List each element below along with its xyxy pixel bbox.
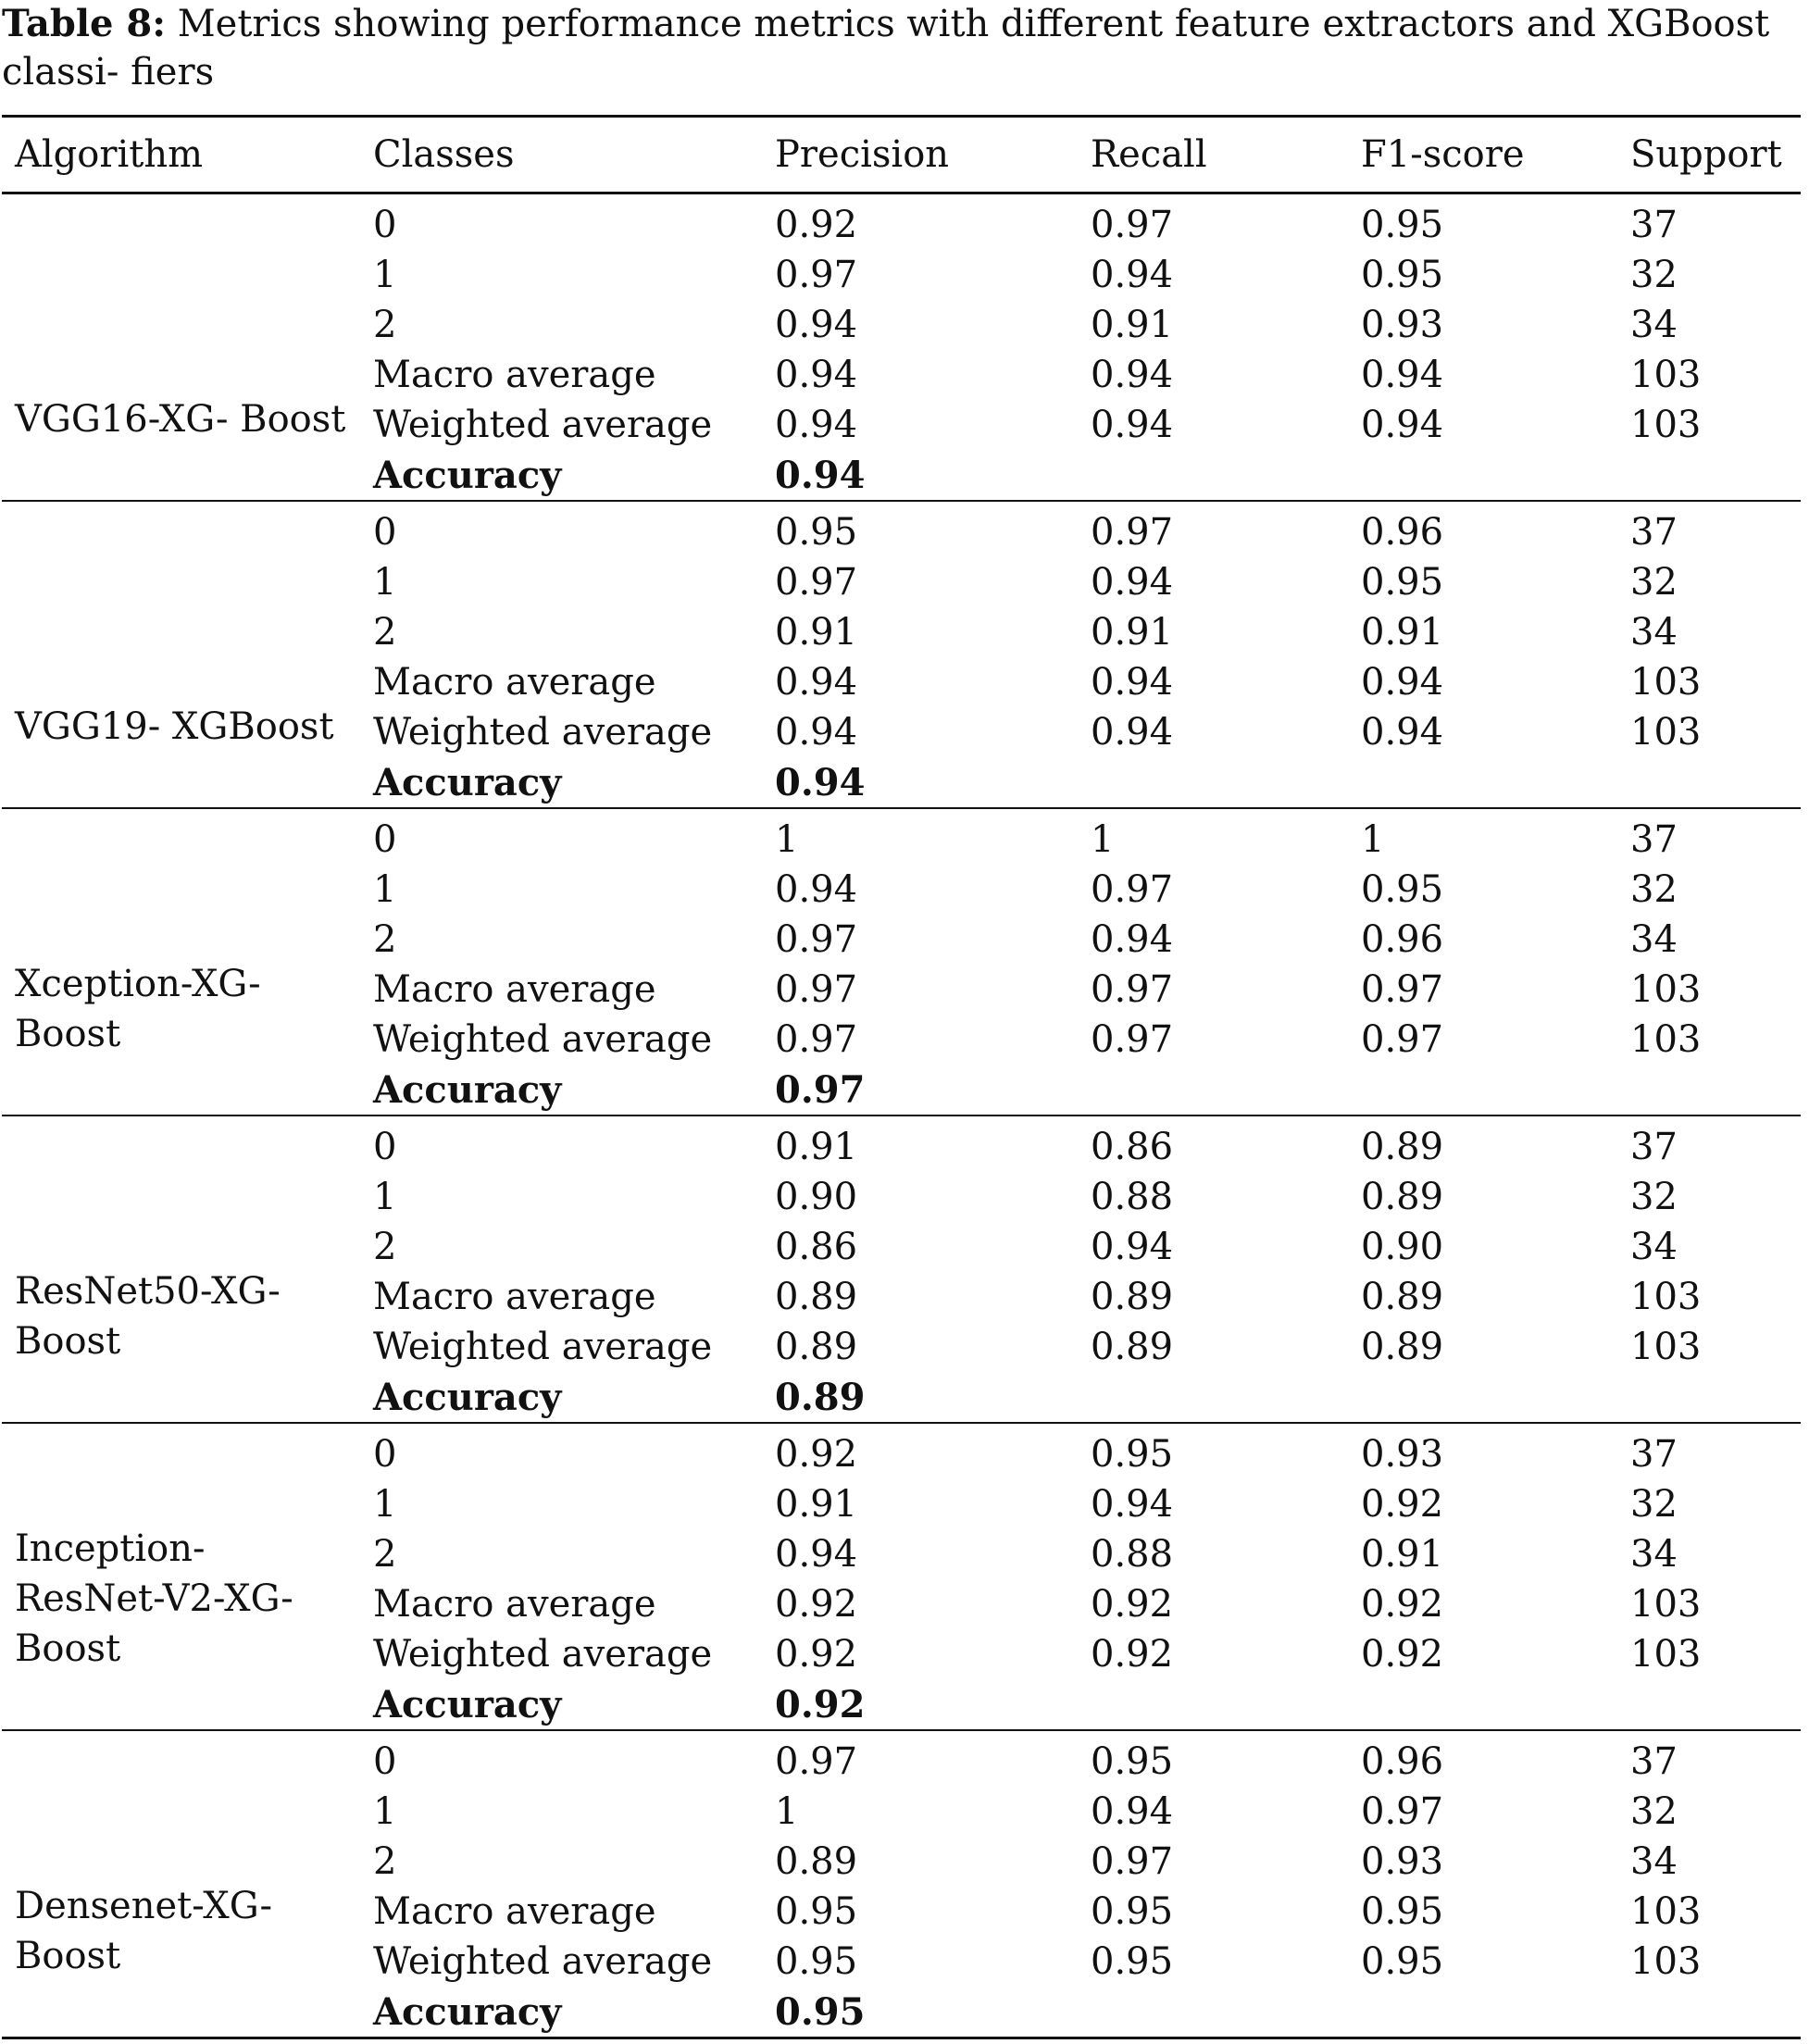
support-cell: 34 [1630,304,1678,346]
class-cell: 2 [373,1840,397,1883]
algorithm-cell: Xception-XG- Boost [15,963,261,1055]
class-cell: 2 [373,1226,397,1268]
empty-cell [1348,1679,1617,1730]
recall-cell: 0.97 [1091,1840,1174,1883]
class-cell: 1 [373,868,397,911]
empty-cell [1078,1987,1348,2038]
empty-cell [1617,1679,1801,1730]
recall-cell: 0.97 [1091,204,1174,246]
table-row [2,808,1801,865]
f1-score-cell: 0.96 [1361,1740,1444,1783]
precision-cell: 0.86 [775,1226,858,1268]
table-row [2,1423,1801,1479]
support-cell: 37 [1630,204,1678,246]
class-cell: Weighted average [373,1633,713,1676]
precision-cell: 0.97 [775,561,858,604]
recall-cell: 0.94 [1091,1483,1174,1526]
recall-cell: 0.94 [1091,1790,1174,1833]
class-cell: 0 [373,204,397,246]
class-cell: Weighted average [373,1018,713,1061]
support-cell: 34 [1630,1533,1678,1576]
empty-cell [1617,450,1801,501]
precision-cell: 0.97 [775,1740,858,1783]
class-cell: 1 [373,254,397,296]
precision-cell: 0.97 [775,968,858,1011]
header-recall: Recall [1091,133,1207,176]
f1-score-cell: 0.89 [1361,1126,1444,1168]
f1-score-cell: 0.89 [1361,1326,1444,1368]
class-cell: Macro average [373,1890,656,1933]
recall-cell: 0.97 [1091,1018,1174,1061]
precision-cell: 0.94 [775,1533,858,1576]
recall-cell: 0.86 [1091,1126,1174,1168]
f1-score-cell: 0.95 [1361,1940,1444,1983]
accuracy-label: Accuracy [373,453,562,497]
support-cell: 34 [1630,611,1678,654]
precision-cell: 0.92 [775,1433,858,1476]
header-precision: Precision [775,133,950,176]
recall-cell: 0.97 [1091,511,1174,554]
precision-cell: 0.92 [775,204,858,246]
class-cell: Weighted average [373,404,713,446]
class-cell: Weighted average [373,1326,713,1368]
algorithm-cell: VGG19- XGBoost [15,705,334,748]
f1-score-cell: 1 [1361,818,1385,861]
precision-cell: 0.94 [775,304,858,346]
empty-cell [1348,757,1617,808]
empty-cell [1078,1679,1348,1730]
table-row [2,1115,1801,1172]
recall-cell: 0.88 [1091,1533,1174,1576]
support-cell: 32 [1630,561,1678,604]
recall-cell: 0.95 [1091,1433,1174,1476]
class-cell: 1 [373,1790,397,1833]
f1-score-cell: 0.97 [1361,1018,1444,1061]
support-cell: 32 [1630,1176,1678,1218]
header-f1-score: F1-score [1361,133,1525,176]
precision-cell: 0.97 [775,1018,858,1061]
support-cell: 34 [1630,1226,1678,1268]
precision-cell: 0.91 [775,611,858,654]
precision-cell: 0.94 [775,661,858,704]
support-cell: 32 [1630,868,1678,911]
class-cell: Macro average [373,1276,656,1318]
recall-cell: 0.89 [1091,1276,1174,1318]
f1-score-cell: 0.97 [1361,968,1444,1011]
f1-score-cell: 0.96 [1361,511,1444,554]
precision-cell: 1 [775,818,799,861]
recall-cell: 0.97 [1091,968,1174,1011]
support-cell: 103 [1630,404,1702,446]
table-caption [2,0,1803,96]
f1-score-cell: 0.92 [1361,1633,1444,1676]
recall-cell: 0.89 [1091,1326,1174,1368]
f1-score-cell: 0.94 [1361,404,1444,446]
f1-score-cell: 0.91 [1361,611,1444,654]
recall-cell: 0.95 [1091,1740,1174,1783]
class-cell: Weighted average [373,1940,713,1983]
class-cell: 0 [373,818,397,861]
class-cell: 1 [373,1483,397,1526]
f1-score-cell: 0.89 [1361,1276,1444,1318]
support-cell: 103 [1630,1583,1702,1626]
recall-cell: 0.91 [1091,304,1174,346]
algorithm-cell: ResNet50-XG- Boost [15,1270,281,1363]
support-cell: 32 [1630,254,1678,296]
precision-cell: 0.89 [775,1276,858,1318]
f1-score-cell: 0.95 [1361,868,1444,911]
f1-score-cell: 0.95 [1361,1890,1444,1933]
recall-cell: 0.91 [1091,611,1174,654]
precision-cell: 0.94 [775,868,858,911]
table-row [2,193,1801,251]
class-cell: Weighted average [373,711,713,754]
empty-cell [1078,1372,1348,1423]
empty-cell [1617,757,1801,808]
support-cell: 103 [1630,354,1702,396]
empty-cell [1348,450,1617,501]
precision-cell: 0.94 [775,404,858,446]
precision-cell: 0.97 [775,254,858,296]
empty-cell [1617,1065,1801,1115]
f1-score-cell: 0.97 [1361,1790,1444,1833]
precision-cell: 0.95 [775,1940,858,1983]
f1-score-cell: 0.92 [1361,1483,1444,1526]
empty-cell [1348,1065,1617,1115]
class-cell: 0 [373,1433,397,1476]
accuracy-value: 0.94 [775,453,866,497]
precision-cell: 0.90 [775,1176,858,1218]
precision-cell: 0.89 [775,1840,858,1883]
class-cell: 2 [373,304,397,346]
recall-cell: 0.94 [1091,561,1174,604]
accuracy-value: 0.94 [775,760,866,804]
recall-cell: 0.88 [1091,1176,1174,1218]
support-cell: 103 [1630,1940,1702,1983]
f1-score-cell: 0.94 [1361,711,1444,754]
precision-cell: 0.95 [775,1890,858,1933]
support-cell: 37 [1630,1433,1678,1476]
metrics-table [2,115,1801,2039]
support-cell: 32 [1630,1483,1678,1526]
class-cell: 1 [373,561,397,604]
precision-cell: 0.92 [775,1583,858,1626]
f1-score-cell: 0.95 [1361,254,1444,296]
table-row [2,1730,1801,1787]
recall-cell: 0.95 [1091,1890,1174,1933]
support-cell: 32 [1630,1790,1678,1833]
recall-cell: 0.94 [1091,918,1174,961]
recall-cell: 0.94 [1091,711,1174,754]
accuracy-label: Accuracy [373,1375,562,1419]
header-row [2,117,1801,193]
support-cell: 103 [1630,1890,1702,1933]
empty-cell [1617,1372,1801,1423]
class-cell: Macro average [373,661,656,704]
support-cell: 103 [1630,1633,1702,1676]
f1-score-cell: 0.94 [1361,661,1444,704]
header-classes: Classes [373,133,515,176]
recall-cell: 0.92 [1091,1583,1174,1626]
class-cell: 0 [373,1126,397,1168]
empty-cell [1348,1987,1617,2038]
f1-score-cell: 0.93 [1361,304,1444,346]
f1-score-cell: 0.91 [1361,1533,1444,1576]
support-cell: 103 [1630,1018,1702,1061]
class-cell: 1 [373,1176,397,1218]
recall-cell: 0.95 [1091,1940,1174,1983]
support-cell: 34 [1630,918,1678,961]
accuracy-value: 0.95 [775,1989,866,2034]
precision-cell: 0.97 [775,918,858,961]
precision-cell: 0.91 [775,1126,858,1168]
class-cell: Macro average [373,1583,656,1626]
precision-cell: 0.94 [775,354,858,396]
precision-cell: 0.91 [775,1483,858,1526]
precision-cell: 0.95 [775,511,858,554]
empty-cell [1078,757,1348,808]
f1-score-cell: 0.96 [1361,918,1444,961]
f1-score-cell: 0.95 [1361,204,1444,246]
accuracy-label: Accuracy [373,760,562,804]
accuracy-label: Accuracy [373,1682,562,1726]
empty-cell [1617,1987,1801,2038]
table-row [2,501,1801,557]
algorithm-cell: Densenet-XG- Boost [15,1885,272,1977]
f1-score-cell: 0.92 [1361,1583,1444,1626]
accuracy-value: 0.92 [775,1682,866,1726]
empty-cell [1078,450,1348,501]
precision-cell: 0.92 [775,1633,858,1676]
caption-label: Table 8: [2,2,166,45]
precision-cell: 1 [775,1790,799,1833]
accuracy-label: Accuracy [373,1989,562,2034]
recall-cell: 0.97 [1091,868,1174,911]
recall-cell: 0.94 [1091,661,1174,704]
support-cell: 37 [1630,818,1678,861]
class-cell: 2 [373,611,397,654]
recall-cell: 0.94 [1091,354,1174,396]
f1-score-cell: 0.95 [1361,561,1444,604]
class-cell: 2 [373,1533,397,1576]
table-body [2,193,1801,2038]
f1-score-cell: 0.93 [1361,1840,1444,1883]
support-cell: 37 [1630,1740,1678,1783]
support-cell: 103 [1630,1276,1702,1318]
f1-score-cell: 0.90 [1361,1226,1444,1268]
empty-cell [1348,1372,1617,1423]
class-cell: 0 [373,511,397,554]
empty-cell [1078,1065,1348,1115]
recall-cell: 1 [1091,818,1115,861]
recall-cell: 0.92 [1091,1633,1174,1676]
class-cell: Macro average [373,354,656,396]
accuracy-value: 0.97 [775,1067,866,1112]
accuracy-label: Accuracy [373,1067,562,1112]
support-cell: 103 [1630,968,1702,1011]
f1-score-cell: 0.89 [1361,1176,1444,1218]
recall-cell: 0.94 [1091,404,1174,446]
caption-text: Metrics showing performance metrics with different feature extractors and XGBoost classi- fiers [2,3,1770,93]
support-cell: 37 [1630,1126,1678,1168]
support-cell: 103 [1630,711,1702,754]
support-cell: 103 [1630,1326,1702,1368]
class-cell: Macro average [373,968,656,1011]
precision-cell: 0.94 [775,711,858,754]
f1-score-cell: 0.93 [1361,1433,1444,1476]
support-cell: 103 [1630,661,1702,704]
class-cell: 2 [373,918,397,961]
accuracy-value: 0.89 [775,1375,866,1419]
algorithm-cell: VGG16-XG- Boost [15,398,346,441]
support-cell: 37 [1630,511,1678,554]
support-cell: 34 [1630,1840,1678,1883]
recall-cell: 0.94 [1091,1226,1174,1268]
class-cell: 0 [373,1740,397,1783]
precision-cell: 0.89 [775,1326,858,1368]
f1-score-cell: 0.94 [1361,354,1444,396]
header-support: Support [1630,133,1782,176]
algorithm-cell: Inception- ResNet-V2-XG- Boost [15,1527,293,1670]
header-algorithm: Algorithm [15,133,204,176]
recall-cell: 0.94 [1091,254,1174,296]
